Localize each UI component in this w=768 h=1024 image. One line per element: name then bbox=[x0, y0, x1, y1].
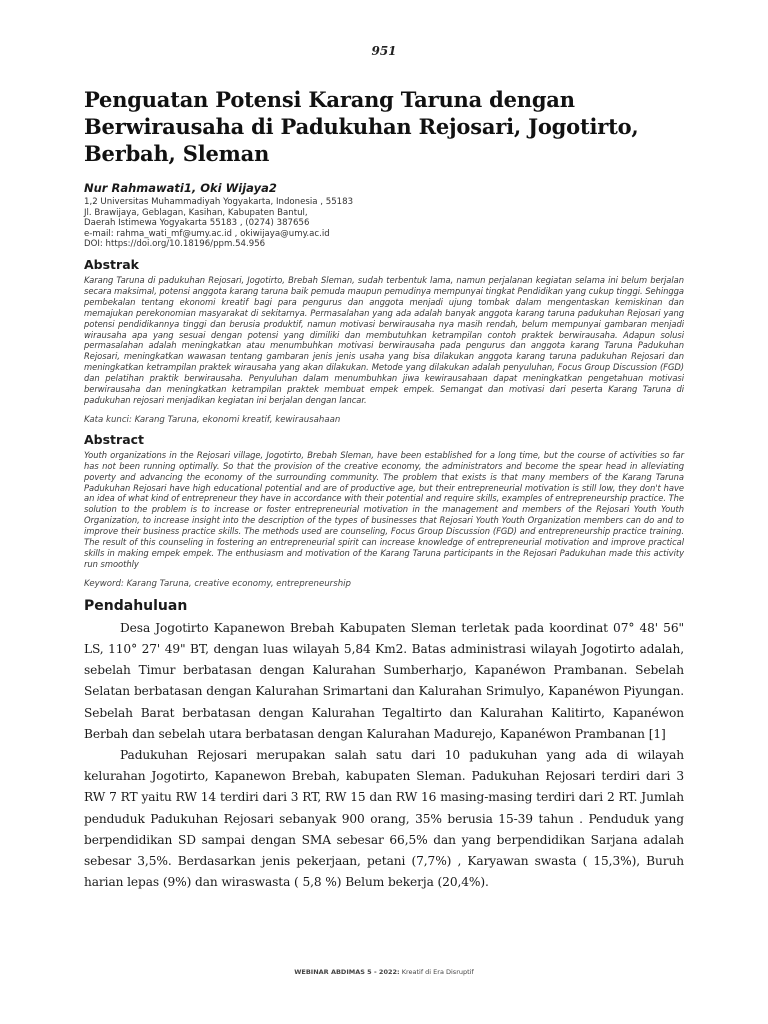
abstrak-keywords: Kata kunci: Karang Taruna, ekonomi kreatif, kewirausahaan bbox=[84, 414, 341, 425]
abstract-heading: Abstract bbox=[84, 431, 145, 447]
abstract-text: Youth organizations in the Rejosari village, Jogotirto, Brebah Sleman, have been established for a long time, but the course of activities so far has not been running optimally. So that the provision of the creative economy, the administrators and become the spear head in alleviating poverty and advancing the economy of the surrounding community. The problem that exists is that many members of the Karang Taruna Padukuhan Rejosari have high educational potential and are of productive age, but their entrepreneurial motivation is still low, they don't have an idea of what kind of entrepreneur they have in accordance with their potential and require skills, examples of entrepreneurship practice. The solution to the problem is to increase or foster entrepreneurial motivation in the management and members of the Rejosari Youth Youth Organization, to increase insight into the description of the types of businesses that Rejosari Youth Youth Organization members can do and to improve their business practice skills. The methods used are counseling, Focus Group Discussion (FGD) and entrepreneurship practice training. The result of this counseling in fostering an entrepreneurial spirit can increase knowledge of entrepreneurial motivation and improve practical skills in making empek empek. The enthusiasm and motivation of the Karang Taruna participants in the Rejosari Padukuhan made this activity run smoothly bbox=[84, 449, 684, 569]
footer-theme: Kreatif di Era Disruptif bbox=[399, 968, 474, 976]
pendahuluan-heading: Pendahuluan bbox=[84, 597, 188, 614]
footer-event: WEBINAR ABDIMAS 5 - 2022: bbox=[294, 968, 400, 976]
pendahuluan-paragraph-2: Padukuhan Rejosari merupakan salah satu dari 10 padukuhan yang ada di wilayah kelurahan Jogotirto, Kapanewon Brebah, kabupaten Sleman. Padukuhan Rejosari terdiri dari 3 RW 7 RT yaitu RW 14 terdiri dari 3 RT, RW 15 dan RW 16 masing-masing terdiri dari 2 RT. Jumlah penduduk Padukuhan Rejosari sebanyak 900 orang, 35% berusia 15-39 tahun . Penduduk yang berpendidikan SD sampai dengan SMA sebesar 66,5% dan yang berpendidikan Sarjana adalah sebesar 3,5%. Berdasarkan jenis pekerjaan, petani (7,7%) , Karyawan swasta ( 15,3%), Buruh harian lepas (9%) dan wiraswasta ( 5,8 %) Belum bekerja (20,4%). bbox=[84, 748, 684, 890]
pendahuluan-paragraph-1: Desa Jogotirto Kapanewon Brebah Kabupaten Sleman terletak pada koordinat 07° 48' 56" LS, 110° 27' 49" BT, dengan luas wilayah 5,84 Km2. Batas administrasi wilayah Jogotirto adalah, sebelah Timur berbatasan dengan Kalurahan Sumberharjo, Kapanéwon Prambanan. Sebelah Selatan berbatasan dengan Kalurahan Srimartani dan Kalurahan Srimulyo, Kapanéwon Piyungan. Sebelah Barat berbatasan dengan Kalurahan Tegaltirto dan Kalurahan Kalitirto, Kapanéwon Berbah dan sebelah utara berbatasan dengan Kalurahan Madurejo, Kapanéwon Prambanan [1] bbox=[84, 620, 684, 741]
affiliation-line: 1,2 Universitas Muhammadiyah Yogyakarta, Indonesia , 55183 bbox=[84, 197, 354, 207]
paper-authors: Nur Rahmawati1, Oki Wijaya2 bbox=[84, 181, 277, 195]
affiliation-email: e-mail: rahma_wati_mf@umy.ac.id , okiwijaya@umy.ac.id bbox=[84, 228, 330, 239]
affiliation-line: Jl. Brawijaya, Geblagan, Kasihan, Kabupaten Bantul, bbox=[84, 207, 308, 218]
abstract-keywords: Keyword: Karang Taruna, creative economy, entrepreneurship bbox=[84, 578, 351, 589]
page-number: 951 bbox=[371, 44, 397, 58]
abstrak-text: Karang Taruna di padukuhan Rejosari, Jogotirto, Brebah Sleman, sudah terbentuk lama, namun perjalanan kegiatan selama ini belum berjalan secara maksimal, potensi anggota karang taruna baik pemuda maupun pemudinya mempunyai tingkat Pendidikan yang cukup tinggi. Sehingga pembekalan tentang ekonomi kreatif bagi para pengurus dan anggota menjadi ujung tombak dalam mengentaskan kemiskinan dan memajukan perekonomian masyarakat di sekitarnya. Permasalahan yang ada adalah banyak anggota karang taruna padukuhan Rejosari yang potensi pendidikannya tinggi dan berusia produktif, namun motivasi berwirausaha nya masih rendah, belum mempunyai gambaran menjadi wirausaha apa yang sesuai dengan potensi yang dimiliki dan membutuhkan ketrampilan contoh praktek berwirausaha. Adapun solusi permasalahan adalah meningkatkan atau menumbuhkan motivasi berwirausaha pada pengurus dan anggota karang Taruna Padukuhan Rejosari, meningkatkan wawasan tentang gambaran jenis jenis usaha yang bisa dilakukan anggota karang taruna padukuhan Rejosari dan meningkatkan ketrampilan praktek wirausaha yang akan dilakukan. Metode yang dilakukan adalah penyuluhan, Focus Group Discussion (FGD) dan pelatihan praktik berwirausaha. Penyuluhan dalam menumbuhkan jiwa kewirausahaan dapat meningkatkan pengetahuan motivasi berwirausaha dan meningkatkan ketrampilan praktek membuat empek empek. Semangat dan motivasi dari peserta Karang Taruna di padukuhan rejosari menjadikan kegiatan ini berjalan dengan lancar. bbox=[84, 274, 684, 405]
page-footer bbox=[0, 968, 768, 976]
abstrak-heading: Abstrak bbox=[84, 256, 139, 272]
affiliation-block bbox=[84, 197, 684, 250]
affiliation-doi: DOI: https://doi.org/10.18196/ppm.54.956 bbox=[84, 239, 266, 250]
affiliation-line: Daerah Istimewa Yogyakarta 55183 , (0274) 387656 bbox=[84, 218, 310, 229]
paper-title: Penguatan Potensi Karang Taruna dengan Berwirausaha di Padukuhan Rejosari, Jogotirto, Berbah, Sleman bbox=[84, 87, 639, 166]
paper-content bbox=[84, 86, 684, 893]
